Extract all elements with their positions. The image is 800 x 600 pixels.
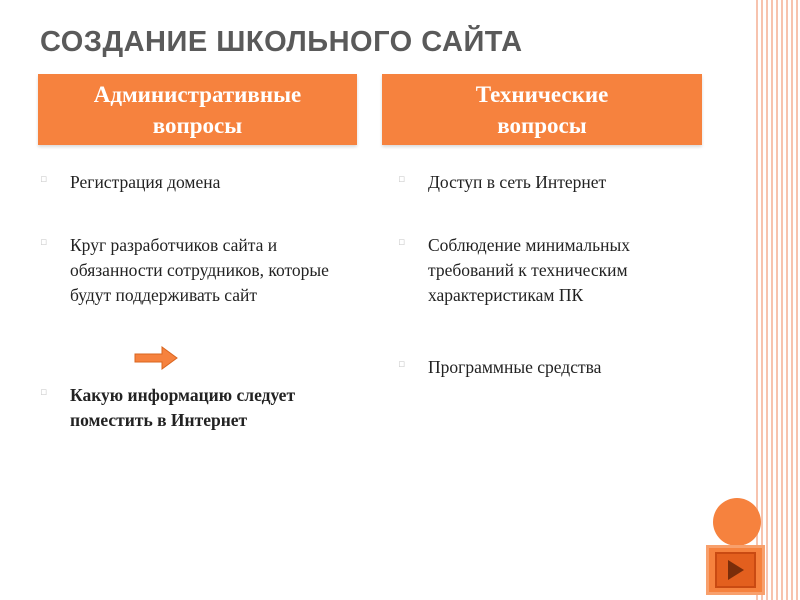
list-item	[40, 383, 340, 433]
bullet-box-icon: ▫	[398, 357, 406, 370]
next-slide-button[interactable]	[706, 545, 765, 595]
decorative-circle	[713, 498, 761, 546]
decorative-stripes	[756, 0, 800, 600]
admin-header	[38, 74, 357, 145]
bullet-text: Какую информацию следует поместить в Интернет	[70, 385, 296, 430]
bullet-text: Соблюдение минимальных требований к техническим характеристикам ПК	[428, 235, 630, 305]
play-next-icon	[727, 559, 745, 581]
tech-header-line1: Технические	[475, 82, 609, 107]
bullet-box-icon: ▫	[40, 235, 48, 248]
admin-header-line2: вопросы	[152, 113, 243, 138]
bullet-box-icon: ▫	[40, 385, 48, 398]
bullet-box-icon: ▫	[398, 172, 406, 185]
admin-header-line1: Административные	[93, 82, 302, 107]
slide-title: СОЗДАНИЕ ШКОЛЬНОГО САЙТА	[40, 26, 523, 58]
bullet-text: Круг разработчиков сайта и обязанности сотрудников, которые будут поддерживать сайт	[70, 235, 329, 305]
bullet-box-icon: ▫	[40, 172, 48, 185]
list-item	[398, 170, 698, 195]
bullet-text: Регистрация домена	[70, 172, 221, 192]
bullet-text: Доступ в сеть Интернет	[428, 172, 607, 192]
list-item	[40, 233, 340, 308]
list-item	[40, 170, 340, 195]
bullet-box-icon: ▫	[398, 235, 406, 248]
tech-header	[382, 74, 702, 145]
list-item	[398, 355, 698, 380]
bullet-text: Программные средства	[428, 357, 602, 377]
list-item	[398, 233, 698, 308]
tech-header-line2: вопросы	[497, 113, 587, 138]
right-arrow-icon	[134, 345, 178, 371]
